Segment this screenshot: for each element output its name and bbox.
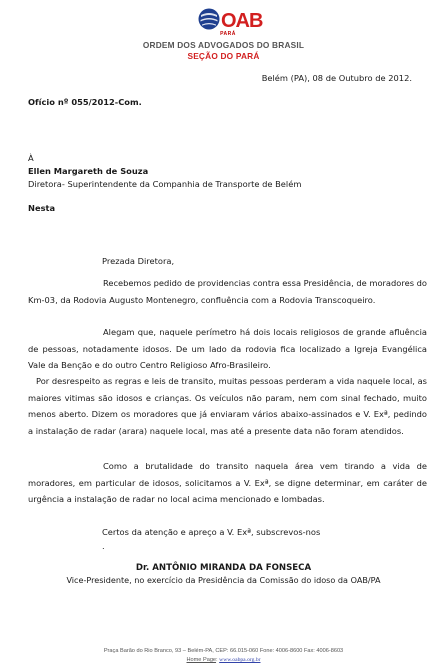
date-line: Belém (PA), 08 de Outubro de 2012. — [261, 73, 412, 83]
recipient-location: Nesta — [28, 203, 56, 213]
logo-text: OAB — [221, 10, 263, 32]
recipient-to: À — [28, 153, 34, 163]
homepage-separator: : — [216, 657, 220, 663]
footer-address: Praça Barão do Rio Branco, 93 – Belém-PA, CEP: 66.015-060 Fone: 4006-8600 Fax: 4006-8603 — [103, 648, 344, 654]
recipient-name: Ellen Margareth de Souza — [28, 166, 149, 176]
body-paragraph: Por desrespeito as regras e leis de transito, muitas pessoas perderam a vida naquele local, as maiores vitimas são idosos e crianças. Os veículos não param, nem com sinal fechado, muito menos aberto. Dizem os moradores que já enviaram vários abaixo-assinados e V. Exª, pedindo a instalação de radar (arara) naquele local, mas até a presente data não foram atendidos. — [28, 376, 427, 436]
oab-logo — [198, 6, 263, 32]
section-name: SEÇÃO DO PARÁ — [187, 51, 260, 61]
organization-name: ORDEM DOS ADVOGADOS DO BRASIL — [142, 40, 305, 50]
closing-line: Certos da atenção e apreço a V. Exª, subscrevos-nos — [102, 527, 321, 537]
body-paragraph: Recebemos pedido de providencias contra essa Presidência, de moradores do Km-03, da Rodovia Augusto Montenegro, confluência com a Rodovia Transcoqueiro. — [28, 278, 427, 305]
signatory-name: Dr. ANTÔNIO MIRANDA DA FONSECA — [135, 563, 312, 573]
closing-dot: . — [102, 541, 105, 551]
body-paragraph: Como a brutalidade do transito naquela área vem tirando a vida de moradores, em particular de idosos, solicitamos a V. Exª, se digne determinar, em caráter de urgência a instalação de radar no local acima mencionado e lombadas. — [28, 461, 427, 504]
oficio-number: Ofício nº 055/2012-Com. — [28, 97, 142, 107]
footer-homepage — [0, 656, 447, 665]
footer — [0, 647, 447, 665]
recipient-role: Diretora- Superintendente da Companhia de Transporte de Belém — [28, 179, 302, 189]
body-paragraph: Alegam que, naquele perímetro há dois locais religiosos de grande afluência de pessoas, notadamente idosos. De um lado da rodovia fica localizado a Igreja Evangélica Vale da Benção e do outro Centro Religioso Afro-Brasileiro. — [28, 327, 427, 370]
signatory-role: Vice-Presidente, no exercício da Presidência da Comissão do idoso da OAB/PA — [66, 575, 381, 585]
homepage-label: Home Page — [186, 657, 217, 663]
greeting: Prezada Diretora, — [102, 256, 175, 266]
homepage-link[interactable]: www.oabpa.org.br — [219, 657, 261, 663]
logo-state: PARÁ — [220, 31, 236, 37]
